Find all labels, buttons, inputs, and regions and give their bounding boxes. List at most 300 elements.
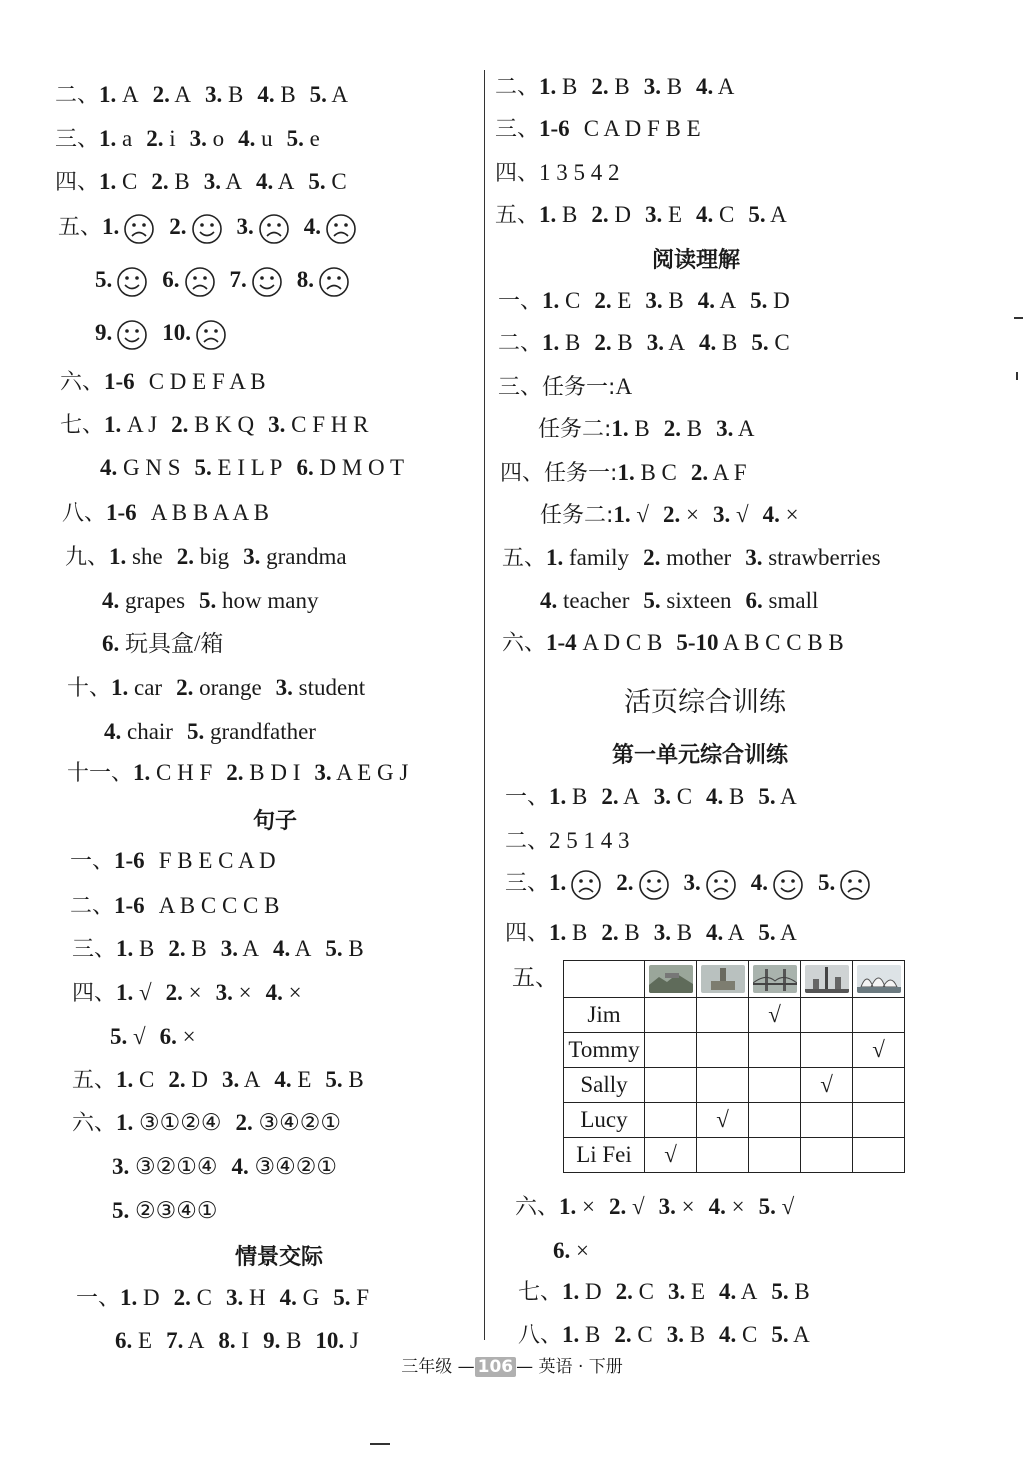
student-name-cell: Tommy (564, 1033, 645, 1068)
item-number: 2. (594, 330, 612, 355)
item-answer: E (611, 288, 632, 313)
item-answer: sixteen (660, 588, 732, 613)
item-answer: mother (660, 545, 732, 570)
item-number: 2. (591, 74, 609, 99)
section-number: 二、 (505, 829, 550, 854)
answer-line (67, 673, 365, 704)
item-answer: J (344, 1328, 359, 1353)
item-answer: √ (730, 502, 749, 527)
item-answer: B (788, 1279, 810, 1304)
item-answer: ③②①④ (129, 1154, 218, 1179)
item-number: 10. (162, 320, 191, 345)
item-answer: o (206, 126, 225, 151)
table-cell (645, 998, 697, 1033)
item-answer: 玩具盒/箱 (119, 631, 224, 656)
item-number: 1. (99, 169, 117, 194)
item-number: 5. (758, 920, 776, 945)
answer-line (495, 72, 734, 103)
column-divider (484, 70, 485, 1340)
table-cell (801, 1033, 853, 1068)
answer-line (76, 1283, 369, 1314)
section-number: 一、 (505, 785, 550, 810)
section-number: 八、 (62, 501, 107, 526)
item-number: 1. (116, 980, 134, 1005)
footer-subject: 英语 · 下册 (538, 1357, 623, 1377)
item-number: 4. (696, 202, 714, 227)
item-answer: A (290, 936, 312, 961)
item-answer: B (133, 936, 155, 961)
table-cell (645, 1103, 697, 1138)
item-number: 7. (229, 267, 247, 292)
item-answer: A (326, 82, 349, 107)
item-number: 5. (758, 784, 776, 809)
item-number: 5. (751, 330, 769, 355)
answer-line (538, 414, 754, 445)
item-number: 4. (238, 126, 256, 151)
page-footer (0, 1352, 1024, 1377)
item-answer: E (685, 1279, 706, 1304)
item-number: 1. (542, 330, 560, 355)
item-answer: G N S (117, 455, 181, 480)
item-answer: C (116, 169, 138, 194)
table-row (564, 1103, 905, 1138)
item-answer: B (342, 936, 364, 961)
item-number: 4. (706, 920, 724, 945)
table-cell (697, 1138, 749, 1173)
item-answer: car (128, 675, 163, 700)
item-number: 2. (609, 1194, 627, 1219)
section-heading: 活页综合训练 (624, 687, 786, 718)
item-number: 1. (539, 74, 557, 99)
item-answer: orange (193, 675, 262, 700)
item-answer: B (611, 330, 633, 355)
item-answer: strawberries (762, 545, 881, 570)
item-answer: C (736, 1322, 758, 1347)
item-answer: A (736, 1279, 758, 1304)
item-number: 4. (303, 214, 322, 239)
item-number: 2. (643, 545, 661, 570)
item-answer: A (169, 82, 191, 107)
item-number: 4. (256, 169, 274, 194)
table-row (564, 998, 905, 1033)
item-number: 2. (168, 1067, 186, 1092)
item-number: 2. (176, 544, 194, 569)
item-answer: B (628, 416, 650, 441)
item-number: 1. (562, 1322, 580, 1347)
section-number: 五、 (512, 965, 558, 990)
item-number: 2. (173, 1285, 191, 1310)
item-answer: × (779, 502, 799, 527)
item-answer: G (296, 1285, 320, 1310)
item-answer: B (566, 784, 588, 809)
item-answer: 1 3 5 4 2 (539, 160, 620, 185)
answer-line (505, 826, 630, 857)
item-number: 2. (601, 920, 619, 945)
table-cell (749, 1033, 801, 1068)
item-answer: A E G J (331, 760, 409, 785)
item-answer: ③①②④ (133, 1110, 222, 1135)
item-number: 1. (611, 416, 629, 441)
answer-line (55, 124, 320, 155)
scan-mark (370, 1443, 390, 1445)
item-number: 6. (159, 1024, 177, 1049)
item-answer: B C (634, 460, 677, 485)
item-answer: A (788, 1322, 810, 1347)
item-number: 2. (601, 784, 619, 809)
item-answer: teacher (557, 588, 630, 613)
item-answer: D (767, 288, 790, 313)
item-answer: E (132, 1328, 153, 1353)
item-answer: B K Q (188, 412, 255, 437)
item-number: 4. (719, 1279, 737, 1304)
section-number: 四、 (55, 170, 100, 195)
answer-line (65, 542, 347, 573)
section-number: 十一、 (67, 761, 134, 786)
item-number: 2. (616, 870, 634, 895)
item-answer: A D C B (576, 630, 663, 655)
item-number: 4. (273, 936, 291, 961)
item-number: 4. (102, 588, 120, 613)
section-number: 四、 (495, 161, 540, 186)
table-cell (749, 1103, 801, 1138)
table-cell (853, 1103, 905, 1138)
item-number: 5. (112, 1198, 130, 1223)
item-number: 2. (169, 214, 187, 239)
item-answer: B (185, 936, 207, 961)
item-number: 2. (168, 936, 186, 961)
scan-mark (1014, 317, 1023, 319)
task-label: 任务一: (542, 375, 616, 400)
item-answer: C A D F B E (583, 116, 701, 141)
sad-face-icon (325, 213, 357, 245)
item-number: 4. (750, 870, 769, 895)
item-answer: B (274, 82, 296, 107)
item-number: 1. (539, 202, 557, 227)
section-number: 六、 (72, 1111, 117, 1136)
footer-dash: — (457, 1357, 475, 1377)
item-range: 1-6 (539, 116, 570, 141)
section-number: 三、 (498, 375, 543, 400)
item-number: 4. (540, 588, 558, 613)
item-number: 2. (591, 202, 609, 227)
section-number: 六、 (502, 631, 547, 656)
item-number: 5. (333, 1285, 351, 1310)
section-number: 一、 (498, 289, 543, 314)
answer-line (72, 1108, 341, 1139)
item-answer: A F (708, 460, 747, 485)
smiley-face-icon (251, 266, 283, 298)
item-answer: B (660, 74, 683, 99)
item-range: 1-4 (546, 630, 577, 655)
item-number: 1. (116, 1110, 134, 1135)
table-cell (853, 1068, 905, 1103)
smiley-face-icon (116, 266, 148, 298)
item-number: 8. (218, 1328, 236, 1353)
item-number: 1. (617, 460, 635, 485)
section-number: 二、 (498, 331, 543, 356)
item-answer: grapes (119, 588, 186, 613)
item-number: 3. (203, 169, 221, 194)
table-header-row (564, 961, 905, 998)
section-number: 五、 (502, 546, 547, 571)
item-number: 2. (594, 288, 612, 313)
section-number: 九、 (65, 545, 110, 570)
item-answer: A (733, 416, 755, 441)
item-number: 1. (546, 545, 564, 570)
item-answer: A (116, 82, 139, 107)
item-number: 1. (562, 1279, 580, 1304)
item-answer: × (680, 502, 700, 527)
answer-line (72, 934, 364, 965)
item-number: 3. (745, 545, 763, 570)
table-corner-cell (564, 961, 645, 998)
section-number: 六、 (60, 370, 105, 395)
sad-face-icon (258, 213, 290, 245)
item-number: 4. (699, 330, 717, 355)
item-answer: B (723, 784, 745, 809)
item-answer: 2 5 1 4 3 (549, 828, 630, 853)
item-number: 4. (762, 502, 780, 527)
item-number: 4. (265, 980, 283, 1005)
section-number: 四、 (500, 461, 545, 486)
answer-line (540, 586, 818, 616)
answer-line (553, 1236, 589, 1266)
item-number: 5. (95, 267, 113, 292)
item-number: 5. (309, 82, 327, 107)
item-answer: B (683, 1322, 706, 1347)
item-answer: grandfather (204, 719, 316, 744)
item-number: 6. (102, 631, 120, 656)
face-answer-line (95, 265, 350, 298)
answer-line (67, 758, 408, 789)
section-number: 二、 (70, 894, 115, 919)
item-answer: chair (121, 719, 173, 744)
section-number: 八、 (518, 1323, 563, 1348)
item-answer: A (615, 374, 633, 399)
item-number: 1. (104, 412, 122, 437)
item-answer: B (579, 1322, 601, 1347)
item-number: 3. (221, 1067, 240, 1092)
item-answer: C D E F A B (148, 369, 266, 394)
item-number: 3. (215, 980, 233, 1005)
item-number: 5. (758, 1194, 776, 1219)
item-answer: I (235, 1328, 250, 1353)
table-cell (749, 1068, 801, 1103)
item-number: 2. (176, 675, 194, 700)
section-number: 五、 (58, 215, 103, 240)
section-heading: 情景交际 (235, 1245, 324, 1270)
item-number: 7. (166, 1328, 184, 1353)
section-heading: 第一单元综合训练 (612, 743, 789, 768)
item-number: 5. (325, 1067, 343, 1092)
answer-line (500, 458, 747, 489)
task-label: 任务二: (540, 503, 614, 528)
item-range: 1-6 (106, 500, 137, 525)
answer-line (505, 918, 797, 949)
item-answer: B (559, 330, 581, 355)
item-answer: B (618, 920, 640, 945)
item-number: 2. (152, 82, 170, 107)
item-number: 4. (719, 1322, 737, 1347)
item-answer: e (303, 126, 320, 151)
page-number: 106 (475, 1357, 517, 1377)
table-cell (801, 1103, 853, 1138)
item-number: 5. (818, 870, 836, 895)
table-cell (801, 998, 853, 1033)
item-number: 5. (286, 126, 304, 151)
answer-line (540, 500, 799, 531)
answer-line (104, 717, 316, 747)
item-answer: × (576, 1194, 595, 1219)
item-answer: A (663, 330, 686, 355)
item-number: 1. (116, 936, 134, 961)
item-number: 1. (102, 214, 120, 239)
item-number: 4. (706, 784, 724, 809)
answer-line (112, 1196, 217, 1226)
landmark-image (853, 961, 905, 998)
item-answer: × (725, 1194, 745, 1219)
answer-line (102, 629, 223, 659)
landmark-image (749, 961, 801, 998)
item-answer: how many (216, 588, 319, 613)
item-number: 3. (643, 74, 661, 99)
sad-face-icon (318, 266, 350, 298)
item-number: 2. (146, 126, 164, 151)
item-number: 1. (111, 675, 129, 700)
item-number: 3. (204, 82, 223, 107)
item-answer: C (559, 288, 581, 313)
item-number: 3. (646, 330, 664, 355)
section-number: 四、 (505, 921, 550, 946)
item-number: 3. (189, 126, 207, 151)
item-answer: B (681, 416, 703, 441)
item-number: 5. (308, 169, 326, 194)
item-answer: ③④②① (248, 1154, 337, 1179)
item-answer: √ (626, 1194, 645, 1219)
item-number: 4. (274, 1067, 292, 1092)
item-number: 2. (235, 1110, 253, 1135)
item-range: 1-6 (114, 848, 145, 873)
item-answer: big (193, 544, 230, 569)
landmark-image (801, 961, 853, 998)
item-answer: B (716, 330, 738, 355)
item-number: 3. (666, 1322, 684, 1347)
item-number: 4. (100, 455, 118, 480)
table-cell: √ (801, 1068, 853, 1103)
table-cell (801, 1138, 853, 1173)
student-name-cell: Jim (564, 998, 645, 1033)
item-number: 5. (750, 288, 768, 313)
item-number: 3. (225, 1285, 244, 1310)
item-answer: B (342, 1067, 364, 1092)
item-answer: √ (133, 980, 152, 1005)
item-answer: C (190, 1285, 212, 1310)
scan-mark (1016, 372, 1018, 380)
item-number: 3. (644, 202, 663, 227)
answer-line (55, 167, 347, 198)
item-number: 5. (748, 202, 766, 227)
item-answer: A (237, 936, 260, 961)
item-answer: × (232, 980, 252, 1005)
table-cell (697, 1068, 749, 1103)
table-row (564, 1138, 905, 1173)
item-number: 6. (162, 267, 180, 292)
item-answer: D (137, 1285, 160, 1310)
item-answer: E I L P (211, 455, 283, 480)
item-number: 4. (697, 288, 716, 313)
section-heading: 句子 (253, 809, 298, 834)
section-number: 七、 (518, 1280, 563, 1305)
item-number: 3. (653, 784, 671, 809)
item-number: 5. (643, 588, 661, 613)
item-answer: i (163, 126, 176, 151)
task-label: 任务一: (544, 461, 618, 486)
item-answer: × (176, 1024, 196, 1049)
student-name-cell: Lucy (564, 1103, 645, 1138)
item-number: 4. (257, 82, 275, 107)
item-answer: A B C C B B (718, 630, 844, 655)
item-number: 9. (263, 1328, 281, 1353)
task-label: 任务二: (538, 417, 612, 442)
item-answer: C (768, 330, 790, 355)
item-answer: × (675, 1194, 695, 1219)
smiley-face-icon (772, 869, 804, 901)
item-number: 6. (745, 588, 763, 613)
item-range: 1-6 (114, 893, 145, 918)
item-answer: B (670, 920, 693, 945)
item-number: 3. (268, 412, 286, 437)
section-number: 七、 (60, 413, 105, 438)
item-answer: √ (127, 1024, 146, 1049)
answer-line (502, 543, 881, 574)
item-number: 2. (171, 412, 189, 437)
section-number: 三、 (72, 937, 117, 962)
item-answer: B D I (243, 760, 301, 785)
item-number: 8. (296, 267, 314, 292)
item-number: 4. (708, 1194, 726, 1219)
item-answer: A (775, 920, 797, 945)
landmark-image (697, 961, 749, 998)
item-number: 5. (186, 719, 205, 744)
item-number: 1. (116, 1067, 134, 1092)
item-answer: family (563, 545, 630, 570)
item-number: 1. (109, 544, 127, 569)
item-number: 2. (690, 460, 709, 485)
item-answer: D M O T (313, 455, 405, 480)
answer-line (518, 1320, 810, 1351)
answer-line (498, 328, 790, 359)
item-number: 1. (120, 1285, 138, 1310)
item-number: 3. (112, 1154, 130, 1179)
sad-face-icon (123, 213, 155, 245)
face-answer-line (505, 868, 871, 901)
item-number: 3. (683, 870, 701, 895)
item-answer: D (579, 1279, 602, 1304)
item-answer: A B B A A B (150, 500, 269, 525)
item-number: 1. (549, 870, 567, 895)
item-answer: A (715, 288, 737, 313)
item-number: 1. (133, 760, 151, 785)
item-answer: E (662, 202, 683, 227)
answer-line (62, 498, 269, 529)
item-number: 3. (220, 936, 238, 961)
item-answer: D (185, 1067, 208, 1092)
item-number: 5. (325, 936, 343, 961)
item-answer: ③④②① (252, 1110, 341, 1135)
item-answer: √ (775, 1194, 795, 1219)
sad-face-icon (705, 869, 737, 901)
item-number: 6. (115, 1328, 133, 1353)
